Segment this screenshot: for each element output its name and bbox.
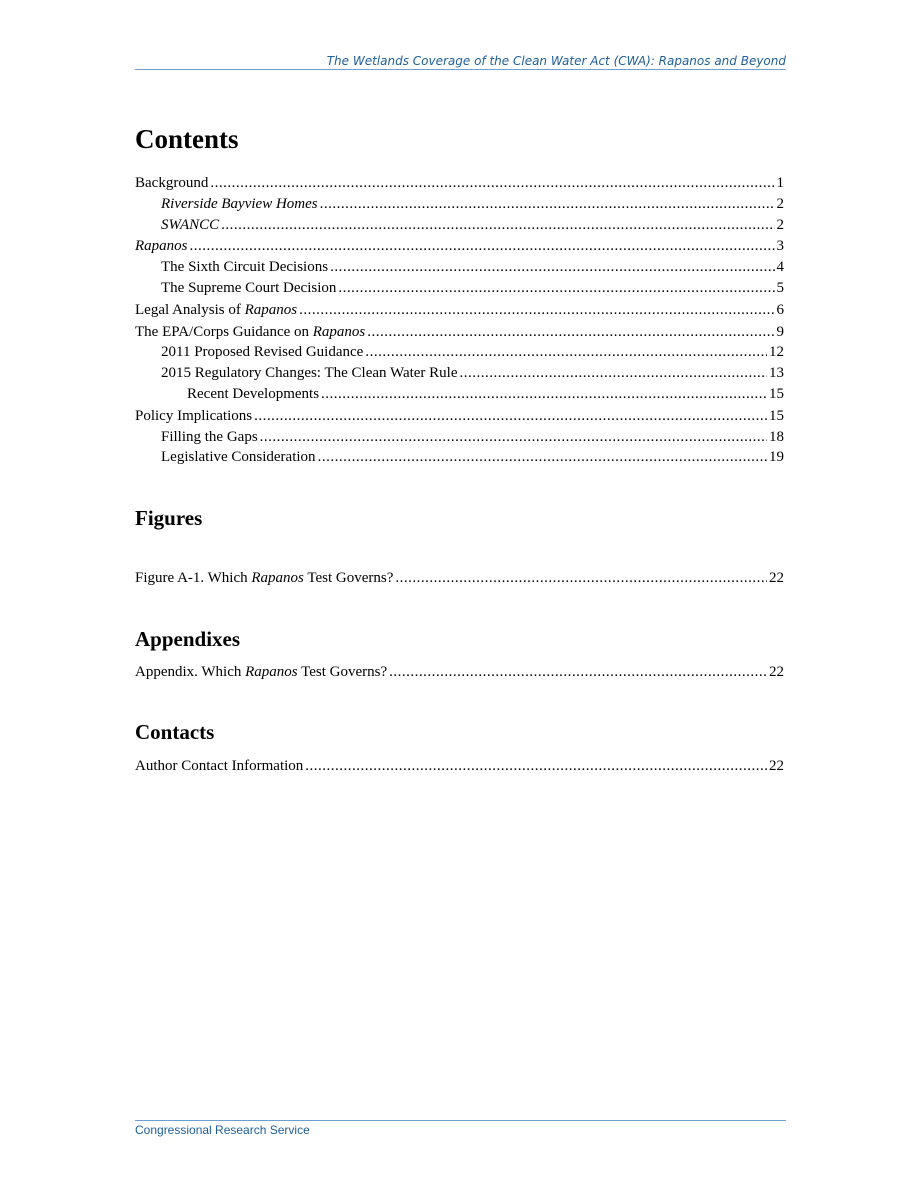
figures-heading: Figures — [135, 506, 203, 530]
toc-entry-riverside-bayview-homes[interactable] — [135, 194, 784, 215]
toc-page-number: 22 — [769, 664, 784, 680]
toc-page-number: 2 — [776, 195, 784, 212]
toc-entry-rapanos[interactable] — [135, 236, 784, 257]
toc-entry-label: 2015 Regulatory Changes: The Clean Water Rule — [161, 365, 458, 382]
toc-page-number: 19 — [769, 449, 784, 466]
appendixes-heading: Appendixes — [135, 627, 241, 651]
toc-entry-policy-implications[interactable] — [135, 406, 784, 427]
toc-entry-label-text: The EPA/Corps Guidance on — [135, 323, 313, 340]
toc-entry-label-text: Appendix. Which — [135, 664, 246, 680]
toc-entry-label: Rapanos — [135, 238, 188, 255]
contacts-toc — [135, 756, 784, 777]
dot-leader — [221, 215, 774, 236]
running-header: The Wetlands Coverage of the Clean Water Act (CWA): Rapanos and Beyond — [326, 54, 786, 68]
toc-entry-label — [135, 662, 387, 683]
header-rule — [135, 69, 786, 70]
toc-entry-label: The Sixth Circuit Decisions — [161, 259, 329, 276]
toc-page-number: 1 — [776, 175, 784, 191]
toc-page-number: 22 — [769, 758, 784, 774]
toc-page-number: 2 — [776, 216, 784, 233]
toc-page-number: 4 — [776, 259, 784, 276]
dot-leader — [365, 342, 767, 363]
toc-entry-label-text: Legal Analysis of — [135, 301, 245, 318]
appendixes-toc — [135, 662, 784, 683]
dot-leader — [338, 278, 774, 299]
dot-leader — [210, 173, 774, 194]
toc-entry-2015-regulatory-changes[interactable] — [135, 363, 784, 384]
toc-entry-swancc[interactable] — [135, 215, 784, 236]
toc-page-number: 13 — [769, 365, 784, 382]
toc-page-number: 6 — [776, 301, 784, 318]
dot-leader — [389, 662, 767, 683]
toc-entry-label-text: Figure A-1. Which — [135, 570, 252, 586]
dot-leader — [321, 384, 767, 405]
toc-entry-supreme-court-decision[interactable] — [135, 278, 784, 299]
toc-page-number: 5 — [776, 279, 784, 296]
toc-entry-sixth-circuit-decisions[interactable] — [135, 257, 784, 278]
dot-leader — [320, 194, 775, 215]
toc-entry-label: Policy Implications — [135, 407, 253, 424]
toc-page-number: 12 — [769, 344, 784, 361]
contents-heading: Contents — [135, 124, 239, 154]
dot-leader — [318, 447, 767, 468]
toc-entry-label-italic: Rapanos — [244, 301, 298, 318]
dot-leader — [367, 322, 774, 343]
dot-leader — [330, 257, 774, 278]
toc-entry-recent-developments[interactable] — [135, 384, 784, 405]
dot-leader — [299, 300, 774, 321]
toc-page-number: 9 — [776, 323, 784, 340]
toc-page-number: 22 — [769, 570, 784, 586]
toc-entry-label-italic: Rapanos — [245, 664, 298, 680]
toc-entry-label: Filling the Gaps — [161, 428, 258, 445]
toc-entry-legal-analysis[interactable] — [135, 300, 784, 321]
footer-publisher: Congressional Research Service — [135, 1123, 310, 1137]
toc-entry-label: Legislative Consideration — [161, 449, 316, 466]
dot-leader — [460, 363, 767, 384]
dot-leader — [260, 427, 767, 448]
toc-entry-filling-the-gaps[interactable] — [135, 427, 784, 448]
toc-entry-appendix[interactable] — [135, 662, 784, 683]
toc-entry-label: Riverside Bayview Homes — [161, 195, 318, 212]
toc-entry-label: The Supreme Court Decision — [161, 279, 337, 296]
toc-entry-label — [135, 322, 365, 343]
toc-entry-label-text-post: Test Governs? — [303, 570, 394, 586]
dot-leader — [254, 406, 767, 427]
figures-toc — [135, 568, 784, 589]
toc-entry-label: Recent Developments — [187, 385, 320, 402]
toc-entry-epa-corps-guidance[interactable] — [135, 322, 784, 343]
toc-page-number: 15 — [769, 385, 784, 402]
toc-entry-2011-proposed-guidance[interactable] — [135, 342, 784, 363]
dot-leader — [190, 236, 775, 257]
footer-rule — [135, 1120, 786, 1121]
toc-entry-label: Background — [135, 175, 209, 191]
toc-entry-figure-a-1[interactable] — [135, 568, 784, 589]
toc-entry-label — [135, 568, 393, 589]
toc-entry-label — [135, 300, 297, 321]
toc-entry-background[interactable] — [135, 173, 784, 194]
dot-leader — [395, 568, 767, 589]
toc-entry-author-contact-information[interactable] — [135, 756, 784, 777]
toc-page-number: 15 — [769, 407, 784, 424]
toc-page-number: 18 — [769, 428, 784, 445]
toc-entry-label-italic: Rapanos — [251, 570, 304, 586]
contacts-heading: Contacts — [135, 720, 215, 744]
toc-entry-legislative-consideration[interactable] — [135, 447, 784, 468]
toc-page-number: 3 — [776, 238, 784, 255]
toc-entry-label-italic: Rapanos — [312, 323, 366, 340]
toc-entry-label: SWANCC — [161, 216, 220, 233]
dot-leader — [305, 756, 767, 777]
toc-entry-label: 2011 Proposed Revised Guidance — [161, 344, 364, 361]
contents-toc — [135, 173, 784, 468]
toc-entry-label-text-post: Test Governs? — [297, 664, 388, 680]
toc-entry-label: Author Contact Information — [135, 758, 304, 774]
